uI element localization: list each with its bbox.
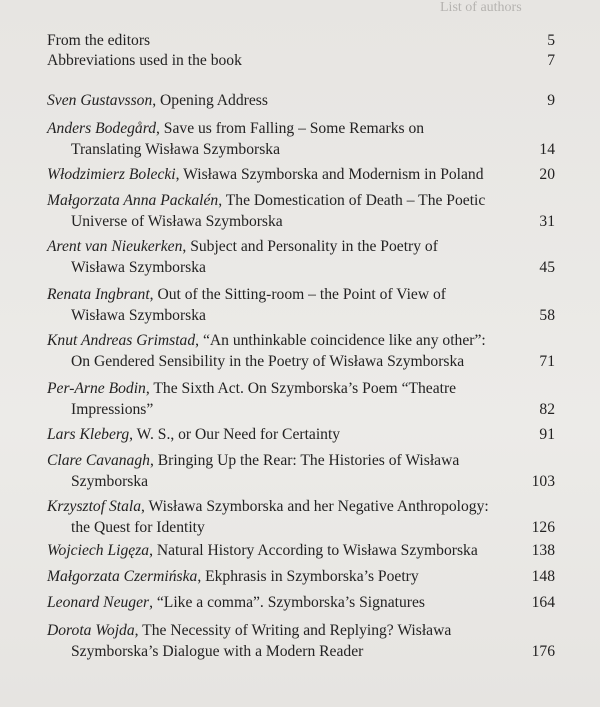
- entry-title: , The Necessity of Writing and Replying? Wisława Szymborska’s Dialogue with a Modern Reader: [71, 622, 452, 660]
- entry-page: 82: [539, 401, 555, 418]
- entry-page: 176: [531, 643, 555, 660]
- entry-author: Wojciech Ligęza: [47, 542, 150, 559]
- entry-page: 138: [531, 542, 555, 559]
- toc-entry: [47, 378, 555, 420]
- toc-entry: [47, 118, 555, 160]
- toc-entry: [47, 90, 555, 111]
- entry-author: Per-Arne Bodin: [47, 380, 146, 397]
- entry-title: , Natural History According to Wisława Szymborska: [149, 542, 478, 559]
- entry-page: 164: [531, 594, 555, 611]
- entry-title: , Subject and Personality in the Poetry of Wisława Szymborska: [71, 238, 438, 276]
- entry-author: Leonard Neuger: [47, 594, 150, 611]
- entry-author: Krzysztof Stala: [47, 498, 142, 515]
- entry-author: Małgorzata Anna Packalén: [47, 192, 219, 209]
- entry-title: , The Sixth Act. On Szymborska’s Poem “Theatre Impressions”: [71, 380, 457, 418]
- entry-author: Clare Cavanagh: [47, 452, 150, 469]
- entry-author: Dorota Wojda: [47, 622, 135, 639]
- toc-entry: [47, 164, 555, 185]
- toc-entry: [47, 540, 555, 561]
- entry-author: Arent van Nieukerken: [47, 238, 183, 255]
- toc-entry: [47, 566, 555, 587]
- entry-title: , Out of the Sitting-room – the Point of View of Wisława Szymborska: [71, 286, 446, 324]
- toc-entry: [47, 496, 555, 538]
- toc-entry: [47, 190, 555, 232]
- entry-title: , Bringing Up the Rear: The Histories of Wisława Szymborska: [71, 452, 460, 490]
- entry-author: Małgorzata Czermińska: [47, 568, 198, 585]
- entry-author: Renata Ingbrant: [47, 286, 150, 303]
- entry-title: , Opening Address: [152, 92, 268, 109]
- entry-title: , Save us from Falling – Some Remarks on Translating Wisława Szymborska: [71, 120, 425, 158]
- entry-page: 9: [547, 92, 555, 109]
- entry-page: 71: [539, 353, 555, 370]
- toc-entry: [47, 620, 555, 662]
- entry-page: 91: [539, 426, 555, 443]
- entry-author: Sven Gustavsson: [47, 92, 153, 109]
- toc-entry: [47, 50, 555, 71]
- entry-title: , The Domestication of Death – The Poetic Universe of Wisława Szymborska: [71, 192, 486, 230]
- entry-title: From the editors: [47, 32, 151, 49]
- entry-page: 45: [539, 259, 555, 276]
- entry-title: , Wisława Szymborska and Modernism in Poland: [175, 166, 484, 183]
- entry-page: 7: [547, 52, 555, 69]
- entry-page: 126: [531, 519, 555, 536]
- entry-author: Lars Kleberg: [47, 426, 130, 443]
- entry-title: , Wisława Szymborska and her Negative Anthropology: the Quest for Identity: [71, 498, 489, 536]
- entry-author: Knut Andreas Grimstad: [47, 332, 196, 349]
- entry-page: 14: [539, 141, 555, 158]
- toc-entry: [47, 30, 555, 51]
- toc-entry: [47, 236, 555, 278]
- toc-entry: [47, 284, 555, 326]
- entry-title: , “An unthinkable coincidence like any other”: On Gendered Sensibility in the Poetry of Wisława Szymborska: [71, 332, 486, 370]
- entry-title: Abbreviations used in the book: [47, 52, 242, 69]
- show-through-text: List of authors: [440, 0, 522, 15]
- entry-page: 58: [539, 307, 555, 324]
- toc-entry: [47, 330, 555, 372]
- entry-title: , “Like a comma”. Szymborska’s Signatures: [149, 594, 425, 611]
- entry-page: 31: [539, 213, 555, 230]
- toc-entry: [47, 424, 555, 445]
- toc-entry: [47, 592, 555, 613]
- entry-page: 103: [531, 473, 555, 490]
- entry-title: , Ekphrasis in Szymborska’s Poetry: [197, 568, 419, 585]
- entry-page: 20: [539, 166, 555, 183]
- entry-author: Włodzimierz Bolecki: [47, 166, 176, 183]
- entry-author: Anders Bodegård: [47, 120, 156, 137]
- entry-page: 5: [547, 32, 555, 49]
- entry-title: , W. S., or Our Need for Certainty: [129, 426, 341, 443]
- toc-entry: [47, 450, 555, 492]
- entry-page: 148: [531, 568, 555, 585]
